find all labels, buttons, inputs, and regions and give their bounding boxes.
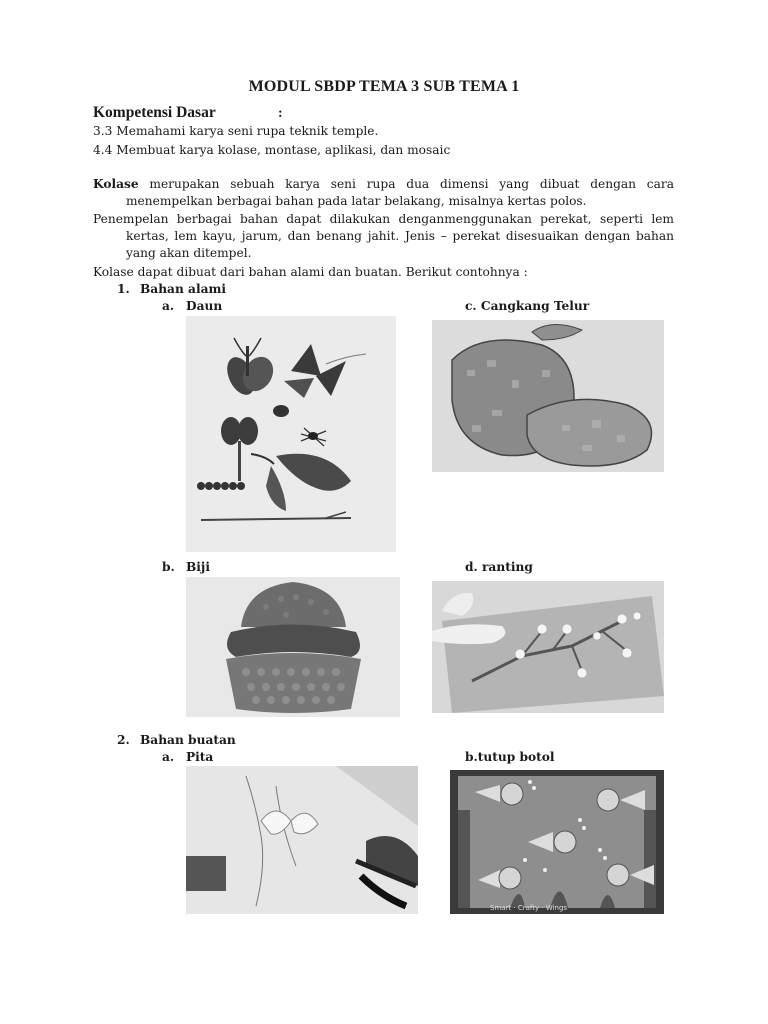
kolase-intro: Kolase dapat dibuat dari bahan alami dan buatan. Berikut contohnya : [93, 265, 528, 279]
item-marker: d. [465, 560, 478, 574]
kolase-definition-text: merupakan sebuah karya seni rupa dua dimensi yang dibuat dengan cara menempelkan berbagai bahan pada latar belakang, misalnya kertas polos. [126, 177, 674, 208]
item-marker: a. [162, 750, 175, 764]
watermark-text: Smart · Crafty · Wings [490, 904, 568, 912]
item-marker: b. [162, 560, 175, 574]
item-marker: a. [162, 299, 175, 313]
item-label-ranting: d. ranting [465, 560, 533, 574]
kompetensi-item: 3.3 Memahami karya seni rupa teknik temple. [93, 124, 379, 138]
item-label-daun: Daun [186, 299, 223, 313]
bottle-cap-collage-image [450, 770, 664, 914]
item-label-tutup-botol: b.tutup botol [465, 750, 555, 764]
kolase-definition [93, 176, 674, 210]
item-label-pita: Pita [186, 750, 214, 764]
kompetensi-colon: : [278, 106, 283, 121]
ribbon-collage-image [186, 766, 418, 914]
item-marker: b. [465, 750, 478, 764]
kompetensi-item: 4.4 Membuat karya kolase, montase, aplikasi, dan mosaic [93, 143, 451, 157]
item-label-biji: Biji [186, 560, 210, 574]
item-marker: c. [465, 299, 477, 313]
kompetensi-heading: Kompetensi Dasar [93, 104, 216, 121]
page-title: MODUL SBDP TEMA 3 SUB TEMA 1 [248, 78, 520, 95]
eggshell-collage-image [432, 320, 664, 472]
seed-collage-image [186, 577, 400, 717]
section2-number: 2. [117, 733, 130, 747]
item-label-cangkang: c. Cangkang Telur [465, 299, 590, 313]
twig-collage-image [432, 581, 664, 713]
section1-number: 1. [117, 282, 130, 296]
kolase-term: Kolase [93, 177, 139, 191]
leaf-collage-image [186, 316, 396, 552]
penempelan-paragraph: Penempelan berbagai bahan dapat dilakukan denganmenggunakan perekat, seperti lem kertas, lem kayu, jarum, dan benang jahit. Jenis – perekat disesuaikan dengan bahan yang akan ditempel. [93, 212, 674, 260]
section2-label: Bahan buatan [140, 733, 236, 747]
section1-label: Bahan alami [140, 282, 227, 296]
